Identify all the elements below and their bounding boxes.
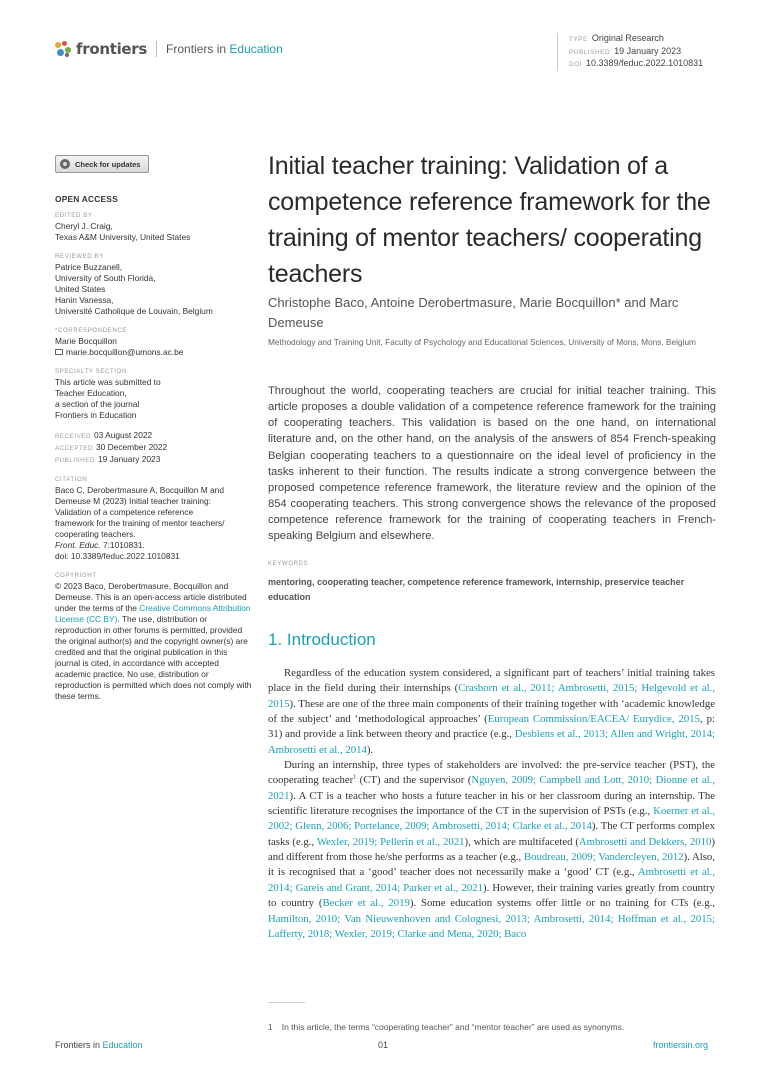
logo-divider [156, 41, 157, 57]
specialty-line: This article was submitted to [55, 377, 161, 387]
article-title: Initial teacher training: Validation of a competence reference framework for the training of mentor teachers/ cooperating teachers [268, 152, 711, 288]
citation-line: Demeuse M (2023) Initial teacher training: [55, 496, 211, 506]
footer-journal-field: Education [102, 1040, 143, 1050]
published-label: PUBLISHED [55, 457, 95, 464]
footnote-divider [268, 1002, 305, 1003]
copyright-text [55, 581, 253, 702]
specialty-line: a section of the journal [55, 399, 140, 409]
citation-link[interactable]: Hamilton, 2010; Van Nieuwenhoven and Colognesi, 2013; Ambrosetti, 2014; Hoffman et al., 2015; Lafferty, 2018; Wexler, 2019; Clarke and Mena, 2020; Baco [268, 912, 715, 940]
citation-link[interactable]: Boudreau, 2009; Vandercleyen, 2012 [523, 851, 684, 864]
abstract: Throughout the world, cooperating teachers are crucial for initial teacher training. This article proposes a double validation of a competence reference framework for the training of cooperating teachers. This validation is based on the one hand, on international literature and, on the other hand, on the analysis of the answers of 854 French-speaking Belgian cooperating teachers to a questionnaire on the ideal level of proficiency in the tasks inherent to their function. The results indicate a strong convergence between the proposed competence reference framework, the literature review and the opinion of the 854 cooperating teachers. This strong convergence shows the relevance of the proposed competence reference framework for the training of cooperating teachers in French-speaking Belgium and elsewhere. [268, 385, 716, 543]
check-updates-label: Check for updates [75, 159, 141, 169]
meta-published [569, 46, 703, 59]
citation-link[interactable]: Ambrosetti and Dekkers, 2010 [578, 835, 712, 848]
article-meta [557, 33, 703, 71]
article-dates [55, 430, 255, 466]
journal-field: Education [229, 42, 283, 56]
keywords: mentoring, cooperating teacher, competence reference framework, internship, preservice teacher education [268, 577, 685, 602]
citation-link[interactable]: Nguyen, 2009; Campbell and Lott, 2010; Dionne et al., 2021 [268, 774, 715, 802]
section-heading-introduction: 1. Introduction [268, 630, 376, 649]
specialty-line: Teacher Education, [55, 388, 127, 398]
keywords-label: KEYWORDS [268, 560, 309, 567]
meta-published-value: 19 January 2023 [614, 45, 682, 56]
journal-name [166, 42, 283, 56]
sidebar [55, 155, 255, 702]
reviewer-line: United States [55, 284, 106, 294]
reviewer-line: Université Catholique de Louvain, Belgium [55, 306, 213, 316]
citation [55, 485, 255, 562]
copyright-label: COPYRIGHT [55, 572, 97, 579]
correspondence [55, 336, 255, 358]
accepted-label: ACCEPTED [55, 445, 93, 452]
published-date [55, 454, 255, 466]
envelope-icon [55, 349, 63, 355]
author-list: Christophe Baco, Antoine Derobertmasure, Marie Bocquillon* and Marc Demeuse [268, 295, 679, 330]
correspondence-label: *CORRESPONDENCE [55, 327, 127, 334]
citation-journal-line [55, 540, 255, 551]
received-date [55, 430, 255, 442]
specialty-section-label: SPECIALTY SECTION [55, 368, 127, 375]
body-text [268, 666, 715, 942]
check-for-updates-button[interactable] [55, 155, 149, 173]
citation-line: Validation of a competence reference [55, 507, 194, 517]
correspondence-email-row [55, 347, 255, 358]
footnote-number: 1 [268, 1022, 273, 1032]
copyright-part: © 2023 Baco, Derobertmasure, Bocquillon and Demeuse. This is an open-access article distributed under the terms of the [55, 581, 247, 613]
reviewer-line: Hanin Vanessa, [55, 295, 114, 305]
citation-doi: doi: 10.3389/feduc.2022.1010831 [55, 551, 180, 561]
page-number: 01 [378, 1040, 389, 1050]
footnote [268, 1022, 624, 1032]
affiliation: Methodology and Training Unit, Faculty of Psychology and Educational Sciences, University of Mons, Mons, Belgium [268, 337, 696, 347]
cc-by-license-link[interactable]: Creative Commons Attribution License (CC BY) [55, 603, 251, 624]
published-value: 19 January 2023 [97, 454, 161, 464]
accepted-date [55, 442, 255, 454]
footnote-text: In this article, the terms “cooperating teacher” and “mentor teacher” are used as synonyms. [281, 1022, 625, 1032]
citation-link[interactable]: Koerner et al., 2002; Glenn, 2006; Portelance, 2009; Ambrosetti, 2014; Clarke et al., 2014 [268, 805, 716, 833]
correspondence-email[interactable]: marie.bocquillon@umons.ac.be [66, 347, 184, 357]
edited-by-label: EDITED BY [55, 212, 93, 219]
citation-link[interactable]: Becker et al., 2019 [322, 897, 410, 910]
meta-doi-value[interactable]: 10.3389/feduc.2022.1010831 [586, 58, 704, 68]
citation-link[interactable]: European Commission/EACEA/ Eurydice, 2015 [487, 713, 700, 726]
reviewed-by [55, 262, 255, 317]
frontiers-logo-icon [55, 41, 72, 58]
meta-type-label: TYPE [569, 36, 588, 43]
editor-affiliation: Texas A&M University, United States [55, 232, 191, 242]
citation-line: Baco C, Derobertmasure A, Bocquillon M and [55, 485, 224, 495]
frontiers-logo[interactable] [55, 39, 283, 59]
specialty-line: Frontiers in Education [55, 410, 137, 420]
citation-line: framework for the training of mentor teachers/ [55, 518, 225, 528]
frontiersin-link[interactable]: frontiersin.org [653, 1040, 709, 1050]
citation-link[interactable]: Crasborn et al., 2011; Ambrosetti, 2015; Helgevold et al., 2015 [268, 682, 715, 710]
brand-name: frontiers [76, 40, 148, 58]
citation-line: cooperating teachers. [55, 529, 136, 539]
meta-type [569, 33, 703, 46]
footer-journal [55, 1040, 143, 1050]
received-label: RECEIVED [55, 433, 91, 440]
meta-doi-label: DOI [569, 61, 582, 68]
meta-type-value: Original Research [591, 33, 664, 43]
citation-journal: Front. Educ. [55, 540, 101, 550]
citation-volume: 7:1010831. [100, 540, 145, 550]
reviewer-line: University of South Florida, [55, 273, 156, 283]
paragraph: Regardless of the education system considered, a significant part of teachers’ initial training takes place in the field during their internships (Crasborn et al., 2011; Ambrosetti, 2015; Helgevold et al., 2015). These are one of the three main components of their training together with ‘academic knowledge of the subject’ and ‘methodological approaches’ (European Commission/EACEA/ Eurydice, 2015, p: 31) and provide a link between theory and practice (e.g., Desbiens et al., 2013; Allen and Wright, 2014; Ambrosetti et al., 2014). [268, 667, 715, 756]
accepted-value: 30 December 2022 [95, 442, 168, 452]
meta-published-label: PUBLISHED [569, 48, 611, 56]
citation-label: CITATION [55, 476, 88, 483]
correspondence-name: Marie Bocquillon [55, 336, 117, 346]
specialty-section [55, 377, 255, 421]
received-value: 03 August 2022 [93, 430, 153, 440]
footer-journal-prefix: Frontiers in [55, 1040, 103, 1050]
open-access-label: OPEN ACCESS [55, 194, 118, 204]
editor-name: Cheryl J. Craig, [55, 221, 113, 231]
citation-link[interactable]: Desbiens et al., 2013; Allen and Wright, 2014; Ambrosetti et al., 2014 [268, 728, 715, 756]
edited-by [55, 221, 255, 243]
refresh-icon [60, 159, 70, 169]
reviewed-by-label: REVIEWED BY [55, 253, 104, 260]
citation-link[interactable]: Wexler, 2019; Pellerin et al., 2021 [316, 835, 465, 848]
copyright-part: . The use, distribution or reproduction in other forums is permitted, provided the original author(s) and the copyright owner(s) are credited and that the original publication in this journal is cited, in accordance with accepted academic practice. No use, distribution or reproduction is permitted which does not comply with these terms. [55, 614, 252, 701]
reviewer-line: Patrice Buzzanell, [55, 262, 123, 272]
citation-link[interactable]: Ambrosetti et al., 2014; Gareis and Grant, 2014; Parker et al., 2021 [268, 866, 715, 894]
paragraph: During an internship, three types of stakeholders are involved: the pre-service teacher (PST), the cooperating teacher$^1$ (CT) and the supervisor (Nguyen, 2009; Campbell and Lott, 2010; Dionne et al., 2021). A CT is a teacher who hosts a future teacher in his or her classroom during an internship. The scientific literature recognises the importance of the CT in the supervision of PSTs (e.g., Koerner et al., 2002; Glenn, 2006; Portelance, 2009; Ambrosetti, 2014; Clarke et al., 2014). The CT performs complex tasks (e.g., Wexler, 2019; Pellerin et al., 2021), which are multifaceted (Ambrosetti and Dekkers, 2010) and different from those he/she performs as a teacher (e.g., Boudreau, 2009; Vandercleyen, 2012). Also, it is recognised that a ‘good’ teacher does not necessarily make a ‘good’ CT (e.g., Ambrosetti et al., 2014; Gareis and Grant, 2014; Parker et al., 2021). However, their training varies greatly from country to country (Becker et al., 2019). Some education systems offer little or no training for CTs (e.g., Hamilton, 2010; Van Nieuwenhoven and Colognesi, 2013; Ambrosetti, 2014; Hoffman et al., 2015; Lafferty, 2018; Wexler, 2019; Clarke and Mena, 2020; Baco [268, 759, 716, 940]
journal-prefix: Frontiers in [166, 42, 230, 56]
meta-doi [569, 58, 703, 71]
